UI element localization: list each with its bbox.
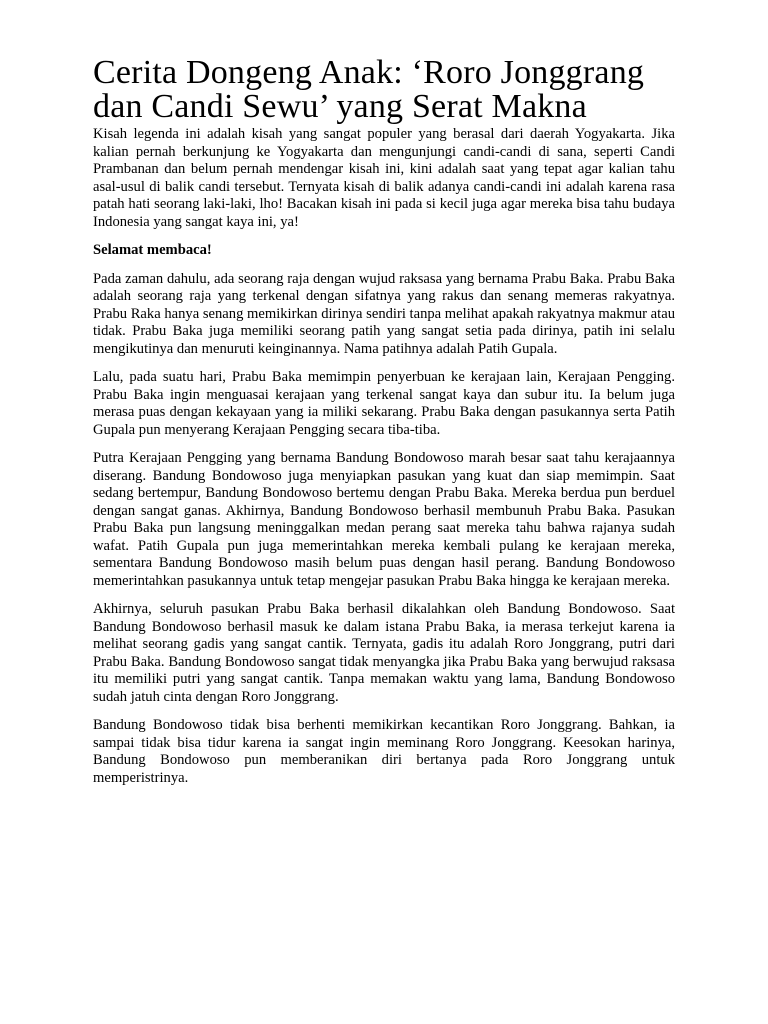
document-title: Cerita Dongeng Anak: ‘Roro Jonggrang dan Candi Sewu’ yang Serat Makna xyxy=(93,54,645,125)
story-paragraph-2: Lalu, pada suatu hari, Prabu Baka memimpin penyerbuan ke kerajaan lain, Kerajaan Pengging. Prabu Baka ingin menguasai kerajaan yang terkenal sangat kaya dan subur itu. Ia belum juga merasa puas dengan kekayaan yang ia miliki sekarang. Prabu Baka dengan pasukannya serta Patih Gupala pun menyerang Kerajaan Pengging secara tiba-tiba. xyxy=(93,369,675,438)
story-paragraph-1: Pada zaman dahulu, ada seorang raja dengan wujud raksasa yang bernama Prabu Baka. Prabu Baka adalah seorang raja yang terkenal dengan sifatnya yang rakus dan senang memeras rakyatnya. Prabu Raka hanya senang memikirkan dirinya sendiri tanpa melihat apakah rakyatnya makmur atau tidak. Prabu Baka juga memiliki seorang patih yang sangat setia pada dirinya, patih ini selalu mengikutinya dan menuruti keinginannya. Nama patihnya adalah Patih Gupala. xyxy=(93,270,675,357)
story-paragraph-5: Bandung Bondowoso tidak bisa berhenti memikirkan kecantikan Roro Jonggrang. Bahkan, ia sampai tidak bisa tidur karena ia sangat ingin meminang Roro Jonggrang. Keesokan harinya, Bandung Bondowoso pun memberanikan diri bertanya pada Roro Jonggrang untuk memperistrinya. xyxy=(93,717,675,786)
intro-paragraph: Kisah legenda ini adalah kisah yang sangat populer yang berasal dari daerah Yogyakarta. Jika kalian pernah berkunjung ke Yogyakarta dan mengunjungi candi-candi di sana, seperti Candi Prambanan dan belum pernah mendengar kisah ini, kini adalah saat yang tepat agar kalian tahu asal-usul di balik candi tersebut. Ternyata kisah di balik adanya candi-candi ini adalah karena rasa patah hati seorang laki-laki, lho! Bacakan kisah ini pada si kecil juga agar mereka bisa tahu budaya Indonesia yang sangat kaya ini, ya! xyxy=(93,126,675,230)
document-body xyxy=(93,126,675,787)
greeting-text: Selamat membaca! xyxy=(93,242,212,258)
document-page xyxy=(93,56,675,798)
story-paragraph-3: Putra Kerajaan Pengging yang bernama Bandung Bondowoso marah besar saat tahu kerajaannya diserang. Bandung Bondowoso juga menyiapkan pasukan yang kuat dan siap memimpin. Saat sedang bertempur, Bandung Bondowoso bertemu dengan Prabu Baka. Mereka berdua pun berduel dengan sangat ganas. Akhirnya, Bandung Bondowoso berhasil membunuh Prabu Baka. Pasukan Prabu Baka pun langsung meninggalkan medan perang saat mereka tahu bahwa rajanya sudah wafat. Patih Gupala pun juga memerintahkan mereka kembali pulang ke kerajaan mereka, sementara Bandung Bondowoso masih belum puas dengan hasil perang. Bandung Bondowoso memerintahkan pasukannya untuk tetap mengejar pasukan Prabu Baka hingga ke kerajaan mereka. xyxy=(93,450,675,589)
story-paragraph-4: Akhirnya, seluruh pasukan Prabu Baka berhasil dikalahkan oleh Bandung Bondowoso. Saat Bandung Bondowoso berhasil masuk ke dalam istana Prabu Baka, ia merasa terkejut karena ia melihat seorang gadis yang sangat cantik. Ternyata, gadis itu adalah Roro Jonggrang, putri dari Prabu Baka. Bandung Bondowoso sangat tidak menyangka jika Prabu Baka yang berwujud raksasa itu memiliki putri yang sangat cantik. Tanpa memakan waktu yang lama, Bandung Bondowoso sudah jatuh cinta dengan Roro Jonggrang. xyxy=(93,601,675,705)
